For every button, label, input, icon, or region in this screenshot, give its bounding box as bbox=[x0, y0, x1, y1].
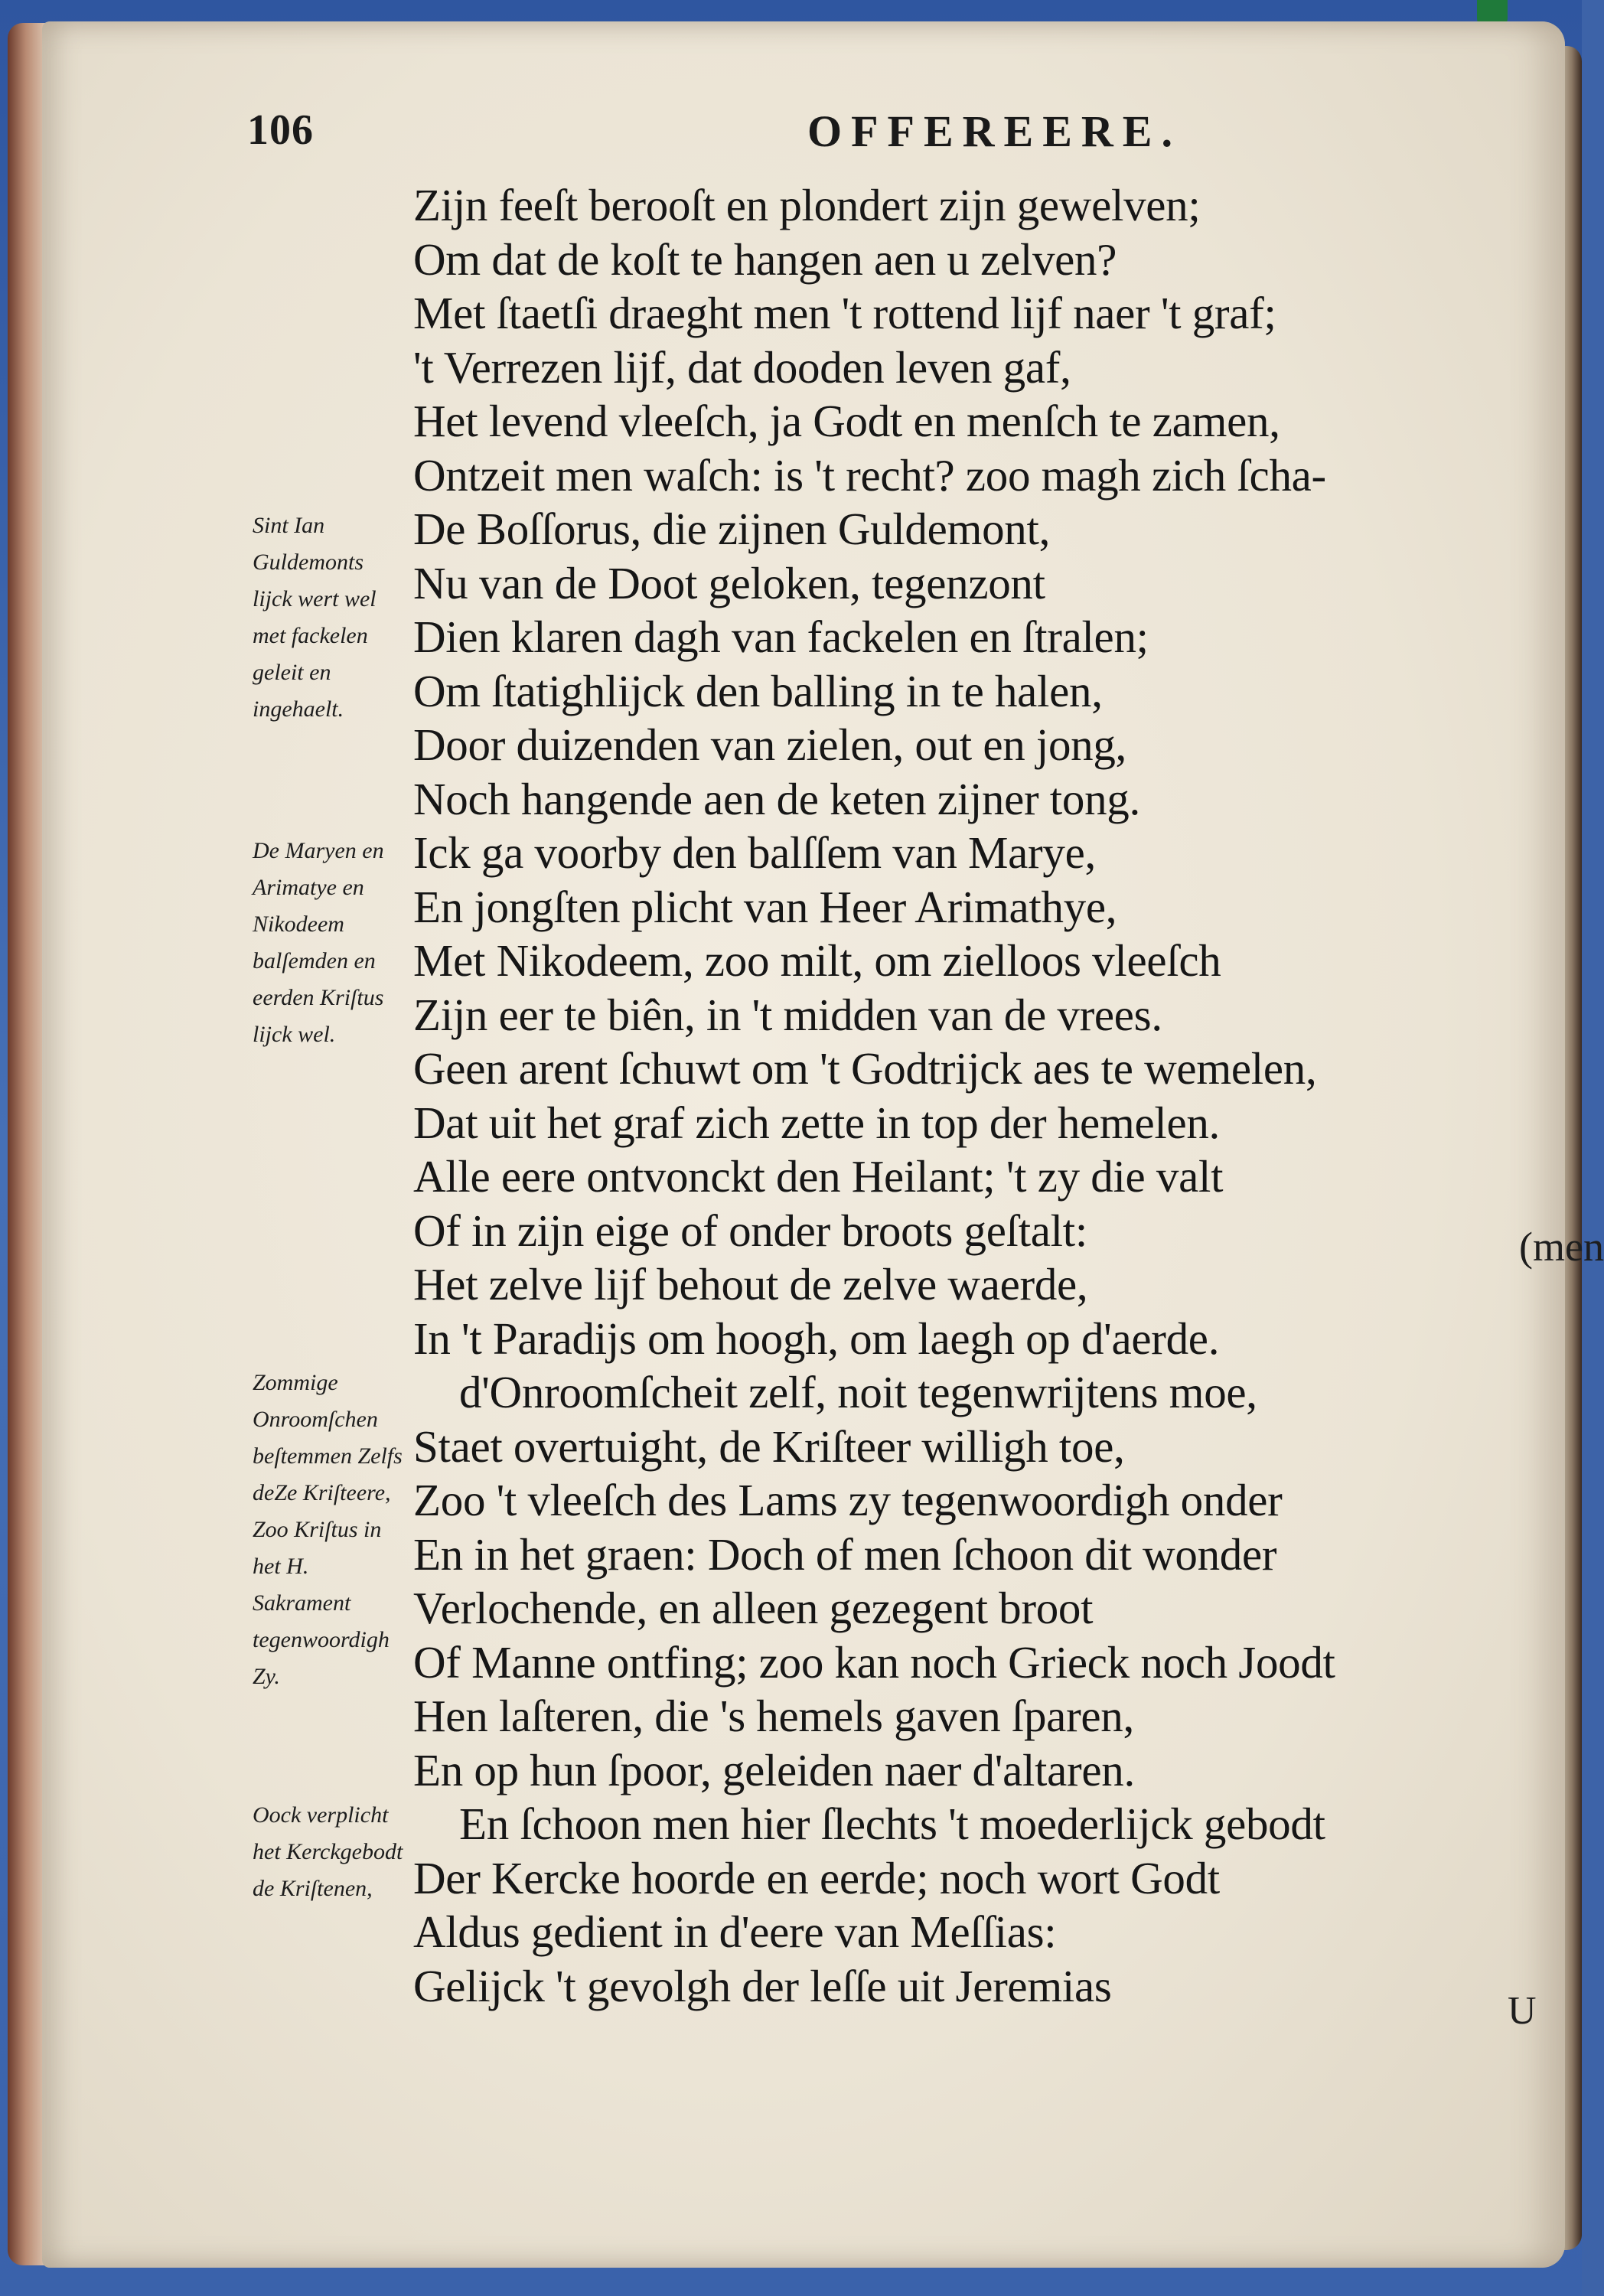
verse-line: En ſchoon men hier ſlechts 't moederlijck gebodt bbox=[459, 1799, 1325, 1849]
verse-line: Dat uit het graf zich zette in top der hemelen. bbox=[413, 1097, 1221, 1148]
verse-line: Gelijck 't gevolgh der leſſe uit Jeremias bbox=[413, 1960, 1112, 2011]
margin-note: Oock verplicht het Kerckgebodt de Kriſtenen, bbox=[253, 1802, 403, 1901]
poem-text bbox=[413, 178, 1561, 2013]
verse-line: Alle eere ontvonckt den Heilant; 't zy die valt bbox=[413, 1151, 1224, 1202]
verse-line: Ick ga voorby den balſſem van Marye, bbox=[413, 827, 1096, 878]
book-page bbox=[42, 21, 1604, 2268]
verse-line: En jongſten plicht van Heer Arimathye, bbox=[413, 881, 1117, 932]
verse-line: Met Nikodeem, zoo milt, om zielloos vleeſch bbox=[413, 935, 1221, 986]
page-number: 106 bbox=[247, 106, 314, 154]
verse-line: Dien klaren dagh van fackelen en ſtralen; bbox=[413, 612, 1149, 662]
verse-line: In 't Paradijs om hoogh, om laegh op d'aerde. bbox=[413, 1313, 1220, 1364]
verse-line: Zoo 't vleeſch des Lams zy tegenwoordigh onder bbox=[413, 1475, 1283, 1525]
verse-line: En in het graen: Doch of men ſchoon dit wonder bbox=[413, 1528, 1277, 1580]
verse-line: d'Onroomſcheit zelf, noit tegenwrijtens moe, bbox=[459, 1367, 1257, 1417]
verse-line: En op hun ſpoor, geleiden naer d'altaren. bbox=[413, 1744, 1135, 1795]
verse-line: Of Manne ontfing; zoo kan noch Grieck noch Joodt bbox=[413, 1636, 1335, 1688]
verse-line: Ontzeit men waſch: is 't recht? zoo magh zich ſcha- bbox=[413, 449, 1326, 501]
verse-line: Nu van de Doot geloken, tegenzont bbox=[413, 557, 1045, 608]
verse-line: Verlochende, en alleen gezegent broot bbox=[413, 1583, 1094, 1633]
verse-line: Om dat de koſt te hangen aen u zelven? bbox=[413, 233, 1117, 285]
verse-line: Het zelve lijf behout de zelve waerde, bbox=[413, 1259, 1088, 1309]
verse-line: Of in zijn eige of onder broots geſtalt: bbox=[413, 1205, 1087, 1256]
line-overflow: (men bbox=[1519, 1224, 1604, 1270]
verse-line: Zijn feeſt berooſt en plondert zijn gewelven; bbox=[413, 180, 1201, 230]
verse-line: Om ſtatighlijck den balling in te halen, bbox=[413, 665, 1103, 716]
verse-line: Door duizenden van zielen, out en jong, bbox=[413, 719, 1127, 770]
verse-line: Met ſtaetſi draeght men 't rottend lijf naer 't graf; bbox=[413, 288, 1276, 338]
verse-line: Der Kercke hoorde en eerde; noch wort Godt bbox=[413, 1852, 1220, 1903]
margin-note: De Maryen en Arimatye en Nikodeem balſemden en eerden Kriſtus lijck wel. bbox=[253, 838, 384, 1047]
running-title: OFFEREERE. bbox=[807, 106, 1182, 156]
margin-note: Sint Ian Guldemonts lijck wert wel met fackelen geleit en ingehaelt. bbox=[253, 513, 377, 722]
verse-line: De Boſſorus, die zijnen Guldemont, bbox=[413, 504, 1051, 554]
verse-line: Hen laſteren, die 's hemels gaven ſparen, bbox=[413, 1691, 1134, 1741]
page-header bbox=[42, 106, 1565, 167]
signature-mark: U bbox=[1508, 1989, 1537, 2033]
verse-line: 't Verrezen lijf, dat dooden leven gaf, bbox=[413, 341, 1071, 393]
verse-line: Aldus gedient in d'eere van Meſſias: bbox=[413, 1906, 1057, 1957]
margin-note: Zommige Onroomſchen beſtemmen Zelfs deZe Kriſteere, Zoo Kriſtus in het H. Sakrament tegenwoordigh Zy. bbox=[253, 1370, 403, 1689]
verse-line: Zijn eer te biên, in 't midden van de vrees. bbox=[413, 989, 1162, 1040]
verse-line: Staet overtuight, de Kriſteer willigh toe, bbox=[413, 1420, 1125, 1472]
verse-line: Noch hangende aen de keten zijner tong. bbox=[413, 773, 1140, 824]
verse-line: Geen arent ſchuwt om 't Godtrijck aes te wemelen, bbox=[413, 1043, 1317, 1094]
verse-line: Het levend vleeſch, ja Godt en menſch te zamen, bbox=[413, 396, 1280, 446]
